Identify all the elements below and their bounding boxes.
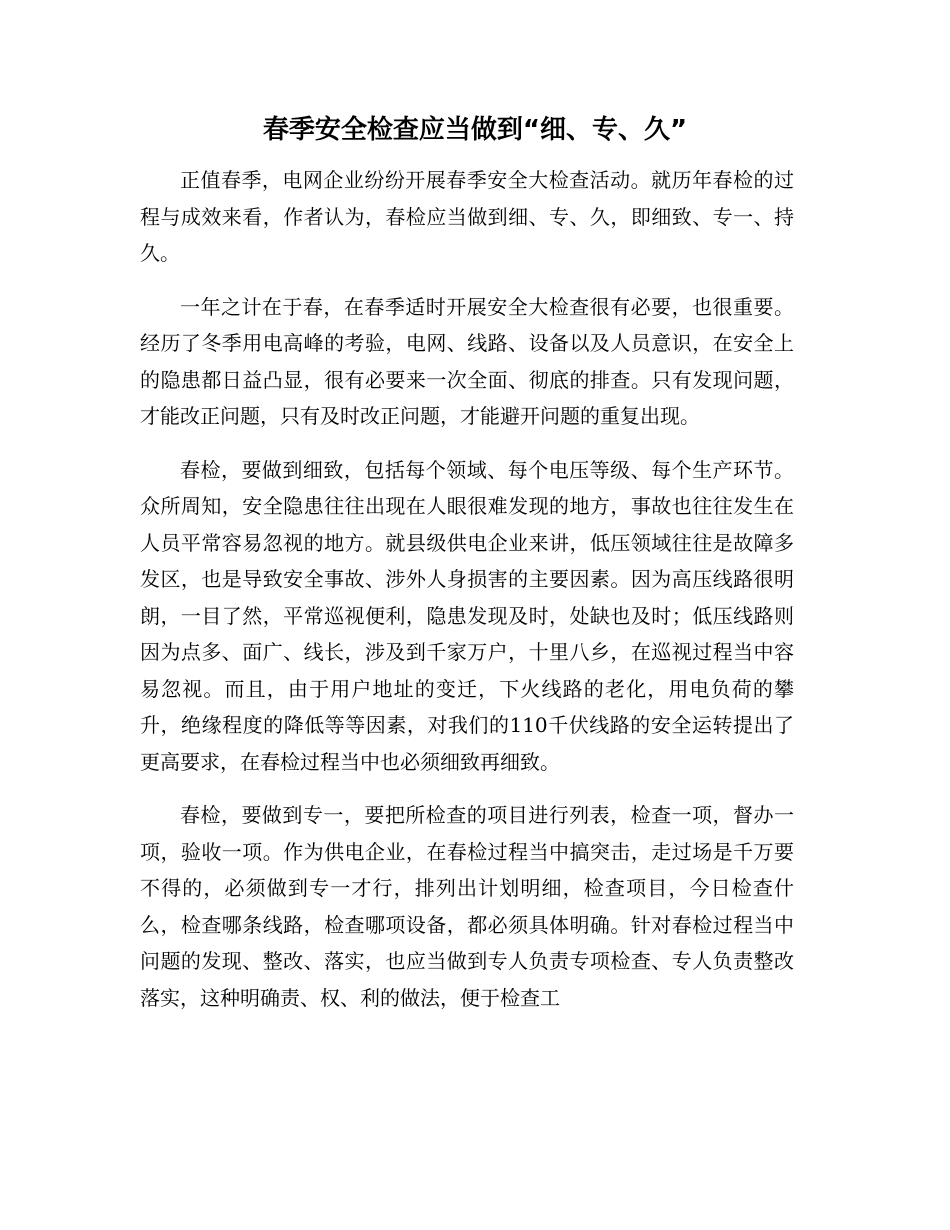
paragraph-3: 春检，要做到细致，包括每个领域、每个电压等级、每个生产环节。众所周知，安全隐患往往出现在人眼很难发现的地方，事故也往往发生在人员平常容易忽视的地方。就县级供电企业来讲，低压领域往往是故障多发区，也是导致安全事故、涉外人身损害的主要因素。因为高压线路很明朗，一目了然，平常巡视便利，隐患发现及时，处缺也及时；低压线路则因为点多、面广、线长，涉及到千家万户，十里八乡，在巡视过程当中容易忽视。而且，由于用户地址的变迁，下火线路的老化，用电负荷的攀升，绝缘程度的降低等等因素，对我们的110千伏线路的安全运转提出了更高要求，在春检过程当中也必须细致再细致。 bbox=[140, 457, 794, 774]
document-title: 春季安全检查应当做到“细、专、久” bbox=[262, 115, 688, 145]
paragraph-2: 一年之计在于春，在春季适时开展安全大检查很有必要，也很重要。经历了冬季用电高峰的考验，电网、线路、设备以及人员意识，在安全上的隐患都日益凸显，很有必要来一次全面、彻底的排查。只有发现问题，才能改正问题，只有及时改正问题，才能避开问题的重复出现。 bbox=[140, 294, 794, 428]
document-body bbox=[140, 162, 794, 1033]
paragraph-4: 春检，要做到专一，要把所检查的项目进行列表，检查一项，督办一项，验收一项。作为供电企业，在春检过程当中搞突击，走过场是千万要不得的，必须做到专一才行，排列出计划明细，检查项目，今日检查什么，检查哪条线路，检查哪项设备，都必须具体明确。针对春检过程当中问题的发现、整改、落实，也应当做到专人负责专项检查、专人负责整改落实，这种明确责、权、利的做法，便于检查工 bbox=[140, 803, 794, 1010]
paragraph-1: 正值春季，电网企业纷纷开展春季安全大检查活动。就历年春检的过程与成效来看，作者认为，春检应当做到细、专、久，即细致、专一、持久。 bbox=[140, 168, 794, 265]
